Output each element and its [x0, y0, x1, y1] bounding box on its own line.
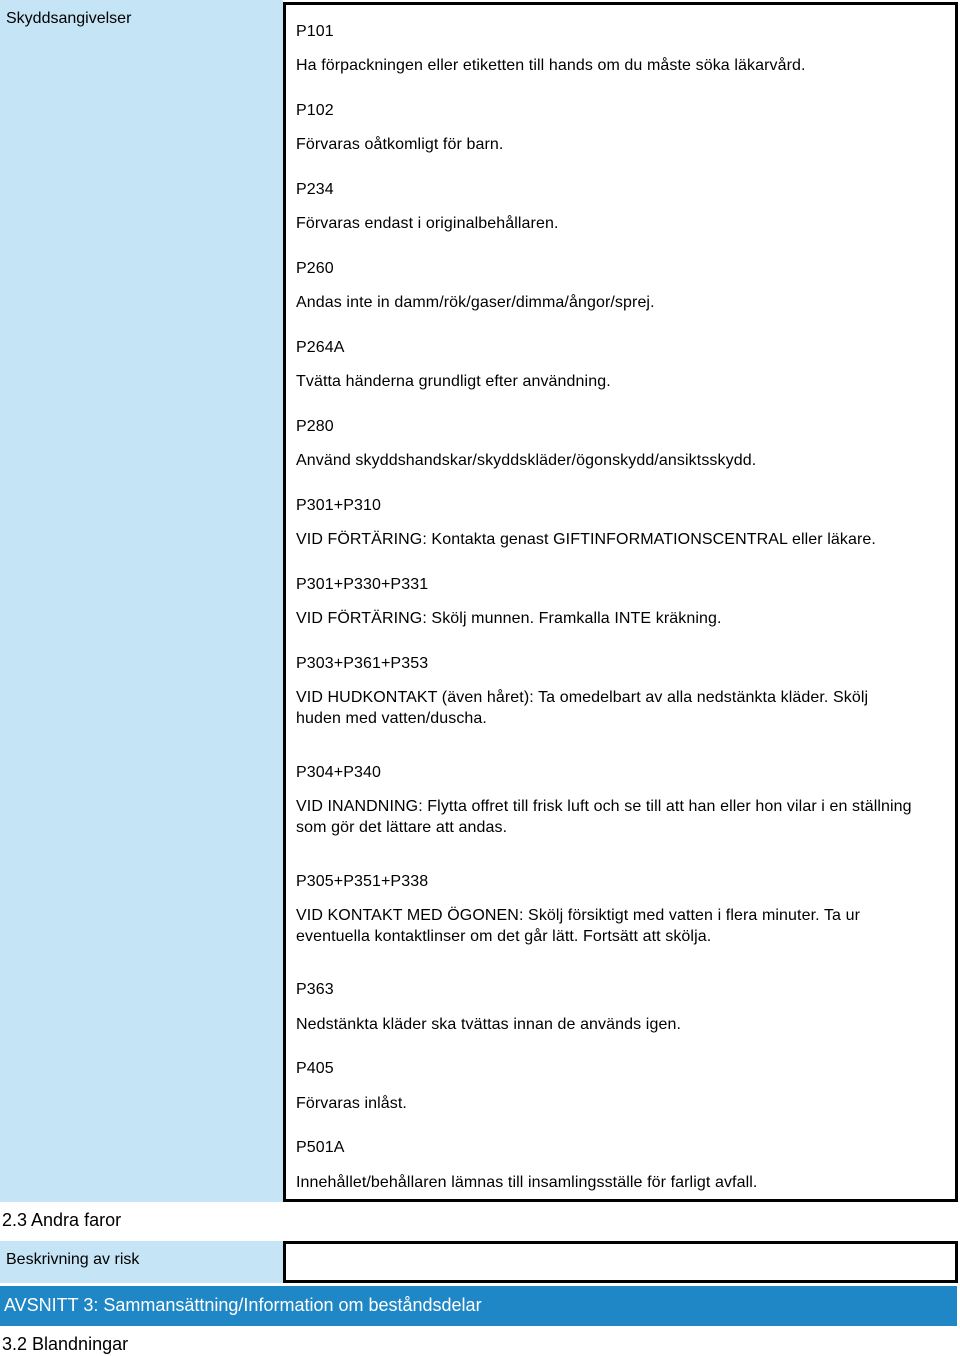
protection-statements-box: [283, 2, 958, 1202]
statement-text: VID KONTAKT MED ÖGONEN: Skölj försiktigt med vatten i flera minuter. Ta ur eventuella kontaktlinser om det går lätt. Fortsätt att skölja.: [296, 907, 861, 945]
statement-code: P501A: [296, 1139, 345, 1156]
risk-label-cell: [0, 1241, 283, 1283]
statement-text: Använd skyddshandskar/skyddskläder/ögonskydd/ansiktsskydd.: [296, 452, 757, 469]
statement-code: P301+P310: [296, 497, 381, 514]
protection-label-cell: [0, 0, 283, 1202]
statement-code: P305+P351+P338: [296, 873, 429, 890]
section-3-banner: [0, 1286, 957, 1326]
section-2-3-heading: 2.3 Andra faror: [2, 1210, 122, 1230]
statement-text: Förvaras endast i originalbehållaren.: [296, 215, 559, 232]
risk-value-box: [283, 1241, 958, 1283]
statement-text: Andas inte in damm/rök/gaser/dimma/ångor/sprej.: [296, 294, 655, 311]
statement-text: Ha förpackningen eller etiketten till hands om du måste söka läkarvård.: [296, 57, 806, 74]
statement-text: Tvätta händerna grundligt efter användning.: [296, 373, 611, 390]
statement-text: VID INANDNING: Flytta offret till frisk luft och se till att han eller hon vilar i en ställning som gör det lättare att andas.: [296, 798, 912, 836]
statement-code: P101: [296, 23, 334, 40]
statement-text: VID FÖRTÄRING: Kontakta genast GIFTINFORMATIONSCENTRAL eller läkare.: [296, 531, 876, 548]
statement-text: Nedstänkta kläder ska tvättas innan de används igen.: [296, 1016, 681, 1033]
statement-code: P304+P340: [296, 764, 381, 781]
statement-code: P234: [296, 181, 334, 198]
risk-label: Beskrivning av risk: [6, 1251, 140, 1268]
statement-code: P260: [296, 260, 334, 277]
statement-code: P363: [296, 981, 334, 998]
section-3-2-heading: 3.2 Blandningar: [2, 1334, 129, 1354]
statement-text: Innehållet/behållaren lämnas till insamlingsställe för farligt avfall.: [296, 1174, 758, 1191]
statement-text: Förvaras inlåst.: [296, 1095, 407, 1112]
statement-code: P301+P330+P331: [296, 576, 429, 593]
statement-text: Förvaras oåtkomligt för barn.: [296, 136, 504, 153]
section-3-banner-text: AVSNITT 3: Sammansättning/Information om beståndsdelar: [4, 1295, 482, 1315]
statement-code: P405: [296, 1060, 334, 1077]
statement-code: P264A: [296, 339, 345, 356]
statement-text: VID FÖRTÄRING: Skölj munnen. Framkalla INTE kräkning.: [296, 610, 722, 627]
statement-code: P303+P361+P353: [296, 655, 429, 672]
statement-code: P280: [296, 418, 334, 435]
statement-text: VID HUDKONTAKT (även håret): Ta omedelbart av alla nedstänkta kläder. Skölj huden med vatten/duscha.: [296, 689, 869, 727]
protection-label: Skyddsangivelser: [6, 10, 132, 27]
statement-code: P102: [296, 102, 334, 119]
